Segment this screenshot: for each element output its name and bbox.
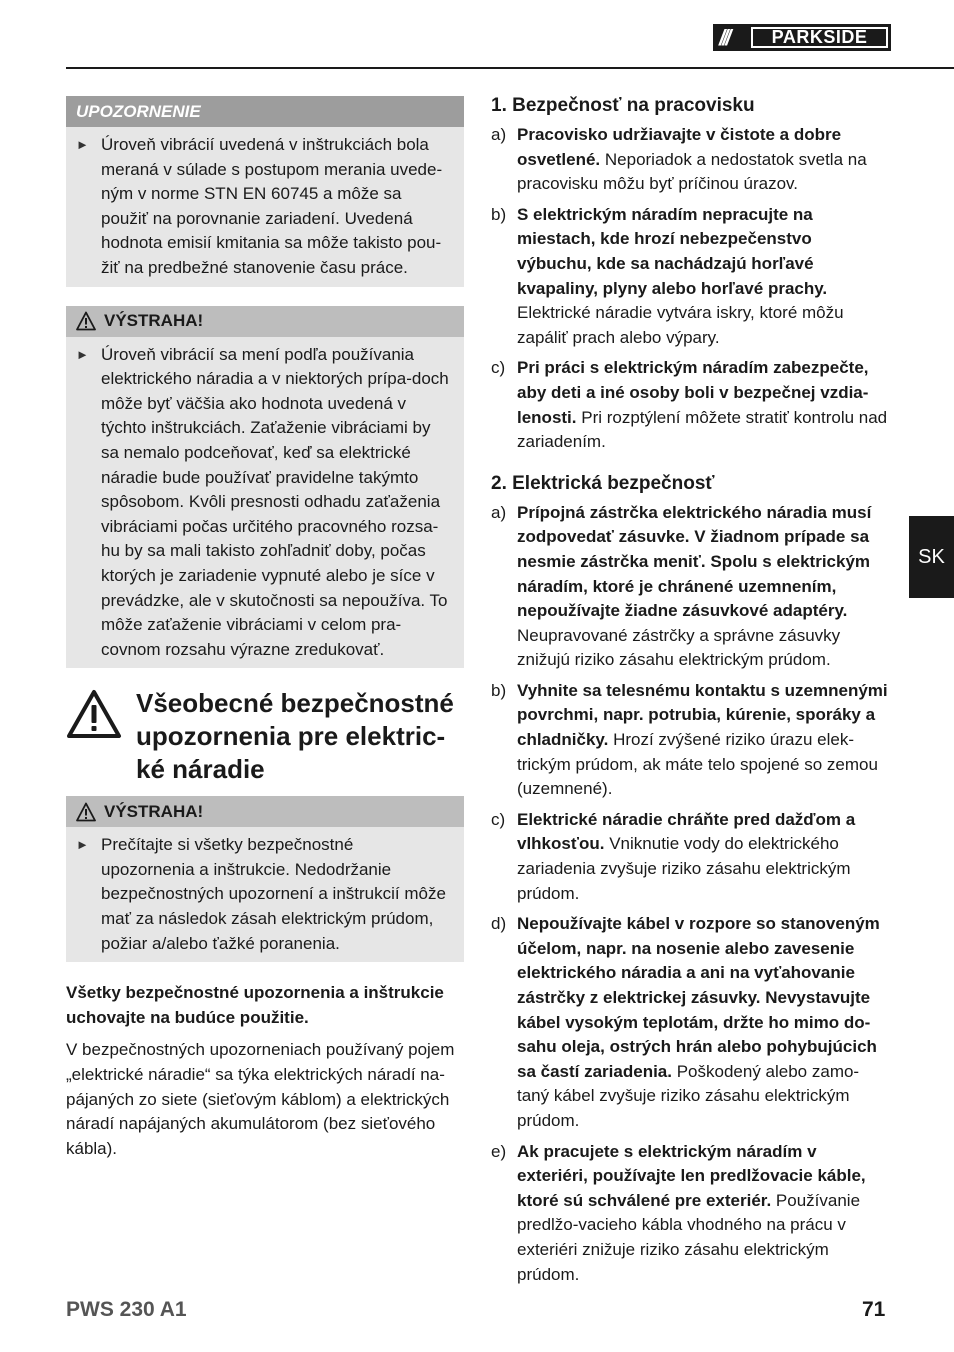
list-item bbox=[491, 501, 891, 673]
list-item bbox=[491, 912, 891, 1133]
footer-model: PWS 230 A1 bbox=[66, 1298, 187, 1321]
logo-slashes: /// bbox=[719, 24, 729, 50]
triangle-right-icon: ► bbox=[76, 137, 89, 152]
list-item-bold-text: Pracovisko udržiavajte v čistote a dobre osvetlené. bbox=[517, 125, 842, 169]
list-item-bold-text: Ak pracujete s elektrickým náradím v exteriéri, používajte len predlžovacie káble, ktoré sú schválené pre exteriér. bbox=[517, 1141, 866, 1210]
list-item-text bbox=[517, 203, 891, 351]
warning-triangle-icon bbox=[66, 689, 122, 739]
warning-box-general bbox=[66, 796, 464, 962]
section-title: Všeobecné bezpečnostné upozornenia pre elektric-ké náradie bbox=[136, 688, 454, 785]
list-item-normal-text: Neporiadok a nedostatok svetla na pracovisku môžu byť príčinou úrazov. bbox=[517, 149, 867, 194]
list-item-letter: a) bbox=[491, 502, 507, 522]
list-item-letter: a) bbox=[491, 125, 507, 144]
list-item-text bbox=[517, 1140, 891, 1288]
list-item-bold-text: Nepoužívajte kábel v rozpore so stanoveným účelom, napr. na nosenie alebo zavesenie elektrického náradia a ani na vyťahovanie zástrčky z elektrickej zásuvky. Nevystavujte kábel vysokým teplotám, držte ho mimo do-sahu oleja, ostrých hrán alebo pohybujúcich sa častí zariadenia. bbox=[517, 914, 880, 1081]
list-item-bold-text: Elektrické náradie chráňte pred dažďom a vlhkosťou. bbox=[517, 809, 856, 854]
list-item-letter: b) bbox=[491, 680, 507, 700]
list-item-letter: e) bbox=[491, 1141, 507, 1161]
warning-body bbox=[66, 827, 464, 962]
list-item-normal-text: Hrozí zvýšené riziko úrazu elek-trickým prúdom, ak máte telo spojené so zemou (uzemnené). bbox=[517, 730, 878, 799]
warning-text: Prečítajte si všetky bezpečnostné upozornenia a inštrukcie. Nedodržanie bezpečnostných upozornení a inštrukcií môže mať za následok zásah elektrickým prúdom, požiar a/alebo ťažké poranenia. bbox=[101, 835, 446, 953]
warning-text: Úroveň vibrácií sa mení podľa používania elektrického náradia a v niektorých prípa-doch môže byť väčšia ako hodnota uvedená v týchto inštrukciách. Zaťaženie vibráciami by sa nemalo podceňovať, keď sa elektrické náradie bude používať pravidelne takýmto spôsobom. Kvôli presnosti odhadu zaťaženia vibráciami počas určitého pracovného rozsa-hu by sa mali takisto zohľadniť doby, počas ktorých je zariadenie vypnuté alebo je síce v prevádzke, ale v skutočnosti sa nepoužíva. To môže zaťaženie vibráciami v celom pra-covnom rozsahu výrazne zredukovať. bbox=[101, 344, 449, 659]
list-item-bold-text: Vyhnite sa telesnému kontaktu s uzemnenými povrchmi, napr. potrubia, kúrenie, sporáky a chladničky. bbox=[517, 680, 888, 750]
note-body bbox=[66, 127, 464, 287]
warning-heading bbox=[66, 796, 464, 827]
keep-instructions-note: Všetky bezpečnostné upozornenia a inštrukcie uchovajte na budúce použitie. bbox=[66, 983, 444, 1027]
list-item bbox=[491, 808, 891, 906]
warning-box-vibration bbox=[66, 306, 464, 669]
section-heading bbox=[66, 687, 464, 786]
section-electrical-title: 2. Elektrická bezpečnosť bbox=[491, 472, 715, 494]
list-item-text bbox=[517, 123, 891, 197]
warning-triangle-icon bbox=[76, 311, 96, 331]
section-electrical-items bbox=[491, 501, 891, 1287]
parkside-logo bbox=[713, 24, 891, 51]
page-number: 71 bbox=[862, 1298, 886, 1321]
note-text: Úroveň vibrácií uvedená v inštrukciách bola meraná v súlade s postupom merania uvede-ným v norme STN EN 60745 a môže sa použiť na porovnanie zariadení. Uvedená hodnota emisií kmitania sa môže takisto pou-žiť na predbežné stanovenie času práce. bbox=[101, 135, 443, 277]
list-item-letter: d) bbox=[491, 914, 507, 934]
warning-body bbox=[66, 337, 464, 669]
list-item-letter: b) bbox=[491, 204, 507, 224]
list-item-normal-text: Poškodený alebo zamo-taný kábel zvyšuje riziko zásahu elektrickým prúdom. bbox=[517, 1061, 860, 1130]
list-item-normal-text: Pri rozptýlení môžete stratiť kontrolu nad zariadením. bbox=[517, 407, 888, 452]
list-item-text bbox=[517, 501, 891, 673]
list-item bbox=[491, 356, 891, 454]
list-item-letter: c) bbox=[491, 809, 506, 829]
list-item-normal-text: Neupravované zástrčky a správne zásuvky znižujú riziko zásahu elektrickým prúdom. bbox=[517, 625, 841, 670]
logo-wordmark: PARKSIDE bbox=[751, 27, 888, 48]
header-rule bbox=[66, 67, 954, 69]
note-heading: UPOZORNENIE bbox=[66, 96, 464, 127]
warning-heading bbox=[66, 306, 464, 337]
warning-triangle-icon bbox=[76, 802, 96, 822]
definition-paragraph: V bezpečnostných upozorneniach používaný pojem „elektrické náradie“ sa týka elektrických náradí na-pájaných zo siete (sieťovým káblom) a elektrických náradí napájaných akumulátorom (bez sieťového kábla). bbox=[66, 1040, 455, 1158]
language-tab-sk: SK bbox=[909, 516, 954, 598]
list-item bbox=[491, 679, 891, 802]
list-item bbox=[491, 1140, 891, 1288]
list-item bbox=[491, 203, 891, 351]
list-item-normal-text: Používanie predlžo-vacieho kábla vhodného na prácu v exteriéri znižuje riziko zásahu elektrickým prúdom. bbox=[517, 1190, 861, 1284]
section-workplace-items bbox=[491, 123, 891, 455]
left-column bbox=[66, 96, 464, 1169]
list-item-bold-text: Prípojná zástrčka elektrického náradia musí zodpovedať zásuvke. V žiadnom prípade sa nesmie zástrčka meniť. Spolu s elektrickým náradím, ktoré je chránené uzemnením, nepoužívajte žiadne zásuvkové adaptéry. bbox=[517, 502, 872, 621]
list-item-bold-text: Pri práci s elektrickým náradím zabezpečte, aby deti a iné osoby boli v bezpečnej vzdia-lenosti. bbox=[517, 358, 869, 427]
list-item bbox=[491, 123, 891, 197]
list-item-letter: c) bbox=[491, 358, 506, 378]
list-item-text bbox=[517, 808, 891, 906]
warning-heading-label: VÝSTRAHA! bbox=[104, 311, 204, 331]
right-column bbox=[491, 93, 891, 1293]
triangle-right-icon: ► bbox=[76, 346, 89, 362]
list-item-text bbox=[517, 912, 891, 1133]
list-item-normal-text: Vniknutie vody do elektrického zariadenia zvyšuje riziko zásahu elektrickým prúdom. bbox=[517, 834, 851, 903]
list-item-normal-text: Elektrické náradie vytvára iskry, ktoré môžu zapáliť prach alebo výpary. bbox=[517, 303, 844, 347]
triangle-right-icon: ► bbox=[76, 837, 89, 853]
list-item-text bbox=[517, 679, 891, 802]
section-workplace-title: 1. Bezpečnosť na pracovisku bbox=[491, 95, 755, 116]
note-box bbox=[66, 96, 464, 287]
list-item-text bbox=[517, 356, 891, 454]
list-item-bold-text: S elektrickým náradím nepracujte na miestach, kde hrozí nebezpečenstvo výbuchu, kde sa nachádzajú horľavé kvapaliny, plyny alebo horľavé prachy. bbox=[517, 204, 828, 298]
warning-heading-label: VÝSTRAHA! bbox=[104, 801, 204, 821]
